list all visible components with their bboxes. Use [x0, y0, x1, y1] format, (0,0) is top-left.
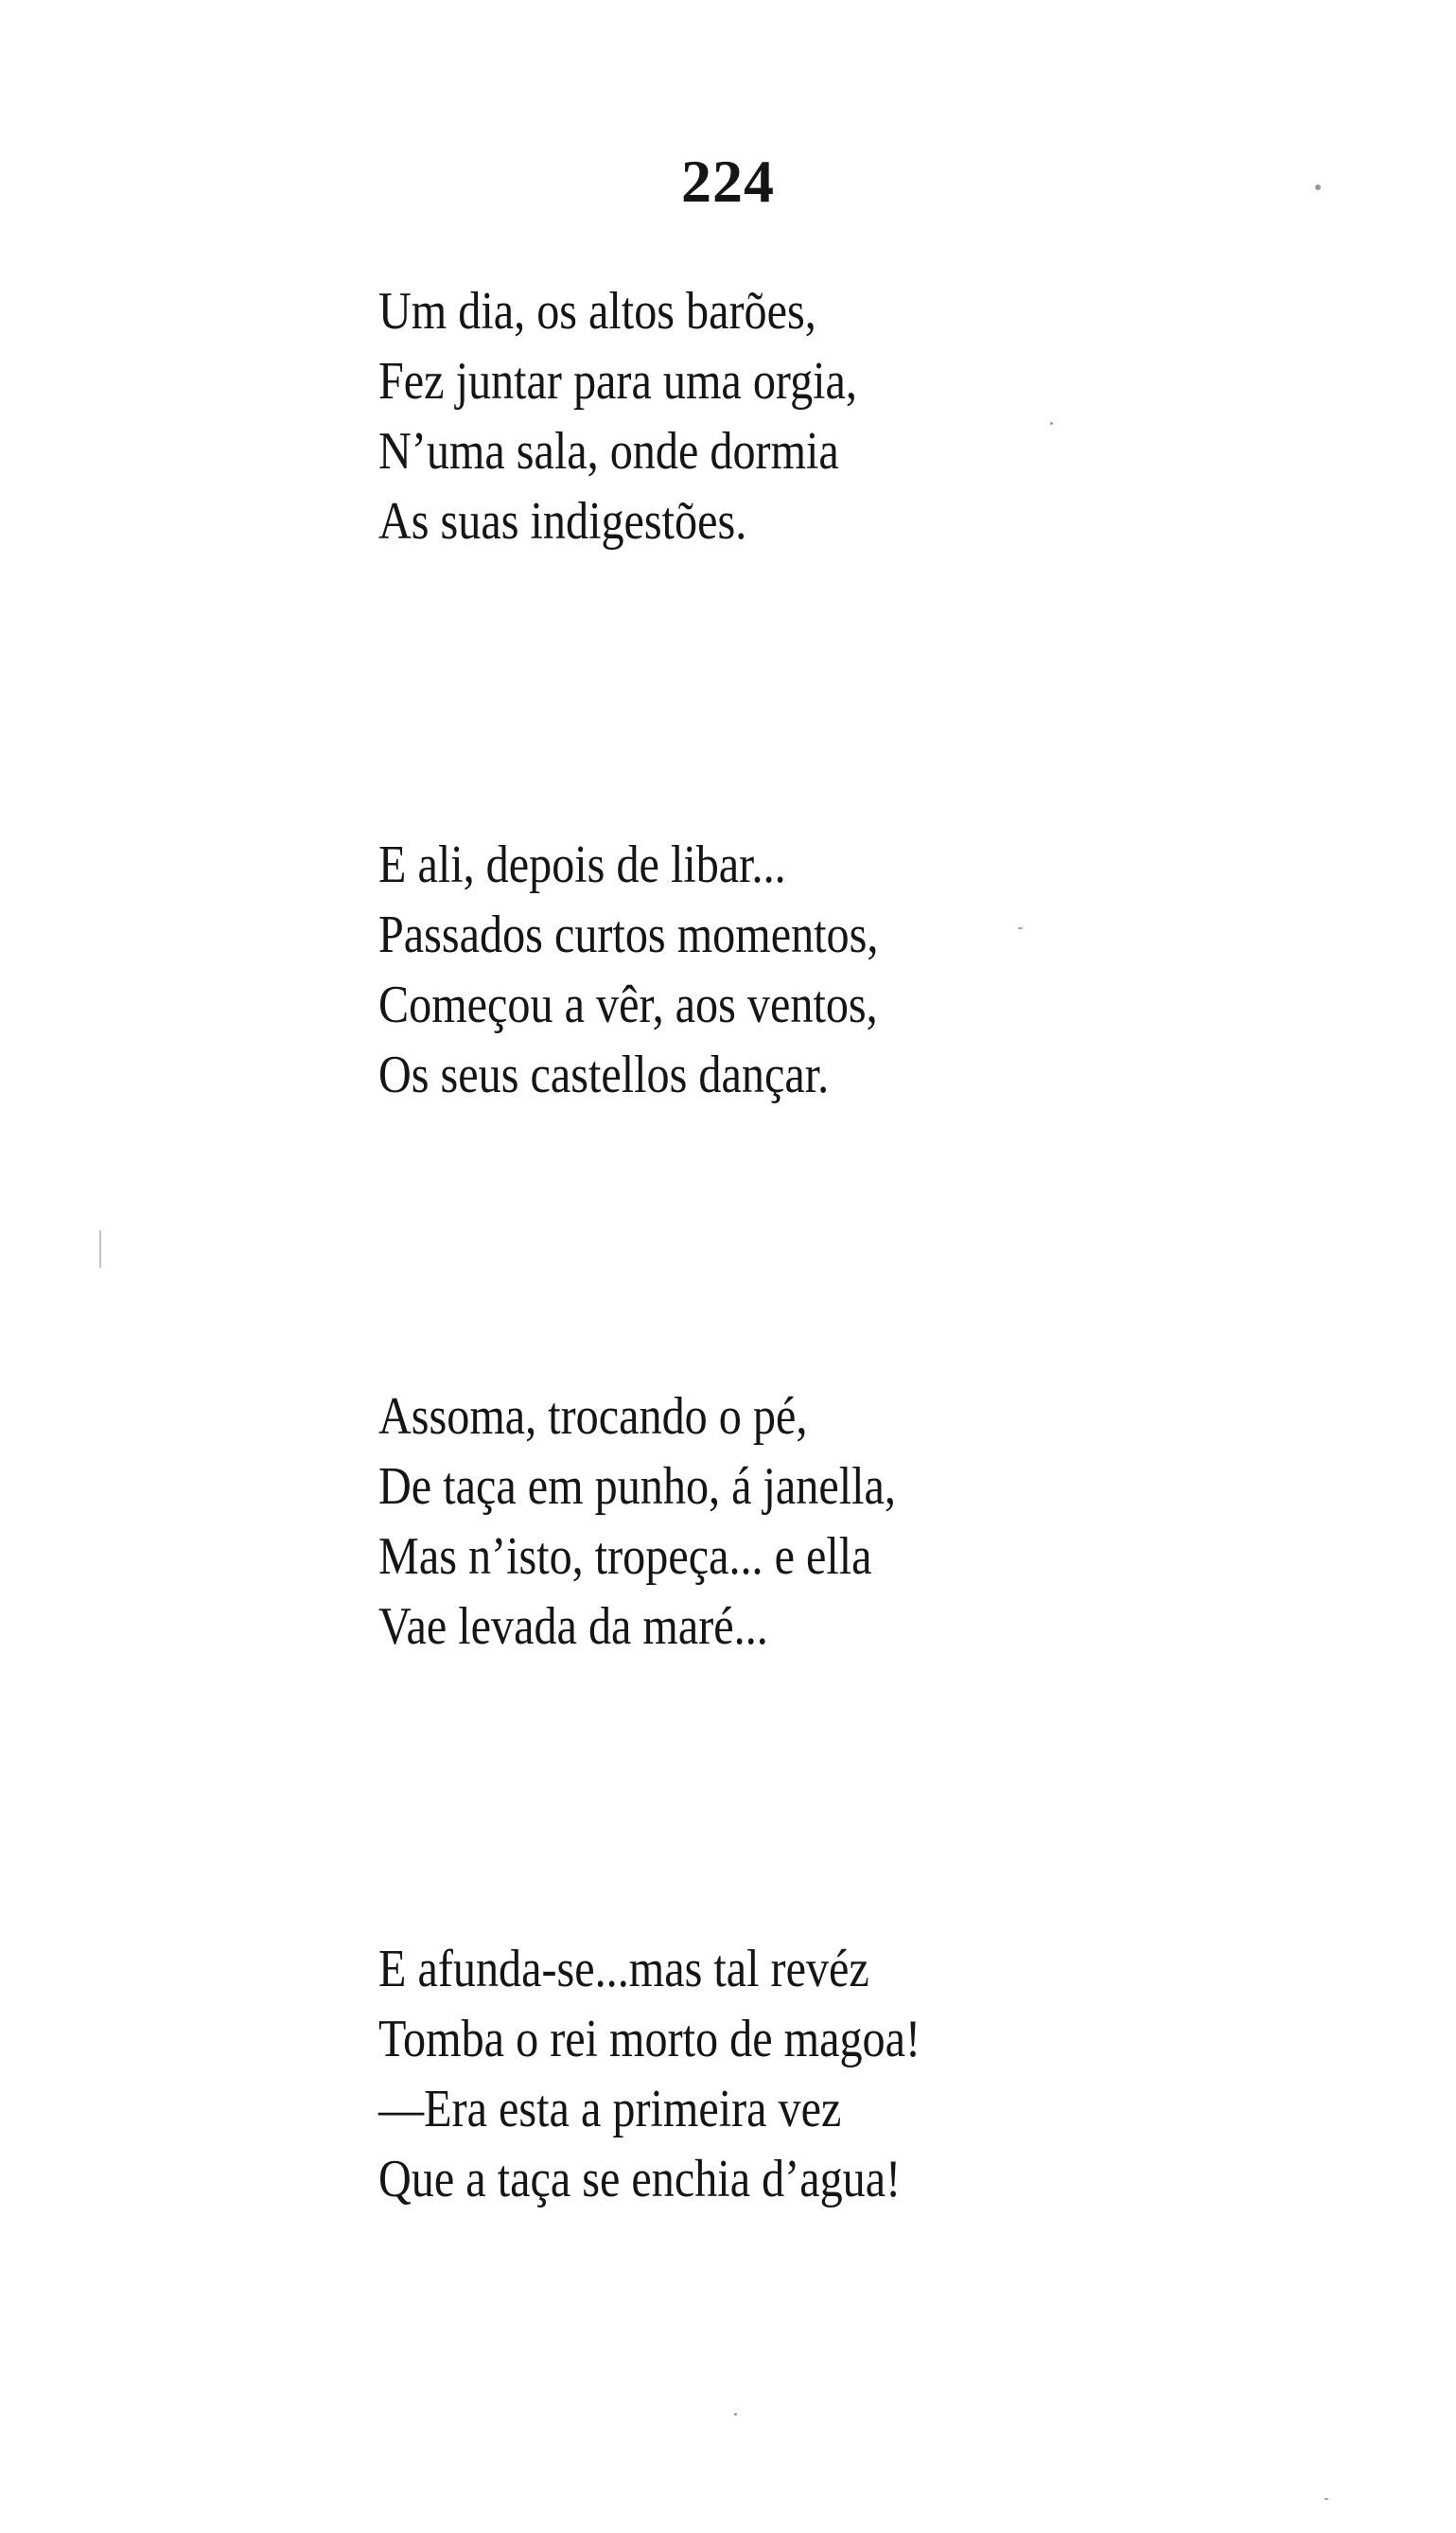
verse-line: De taça em punho, á janella, [378, 1457, 896, 1516]
verse-line: Começou a vêr, aos ventos, [378, 976, 878, 1034]
verse-line: Que a taça se enchia d’agua! [378, 2150, 902, 2208]
verse-line: N’uma sala, onde dormia [378, 422, 839, 481]
verse-line: Assoma, trocando o pé, [378, 1387, 808, 1446]
stanza-2 [378, 830, 1230, 1110]
stanza-4 [378, 1934, 1230, 2214]
verse-line: —Era esta a primeira vez [378, 2080, 842, 2138]
paper-speck [1018, 927, 1023, 929]
verse-line: Fez juntar para uma orgia, [378, 352, 857, 411]
stanza-3 [378, 1381, 1230, 1662]
stanza-1 [378, 276, 1230, 556]
paper-speck [1324, 2498, 1328, 2500]
verse-line: Um dia, os altos barões, [378, 282, 816, 341]
verse-line: Os seus castellos dançar. [378, 1046, 830, 1104]
verse-line: E afunda-se...mas tal revéz [378, 1940, 869, 1998]
paper-speck [99, 1230, 101, 1268]
verse-line: As suas indigestões. [378, 492, 747, 551]
verse-line: Mas n’isto, tropeça... e ella [378, 1527, 872, 1586]
verse-line: E ali, depois de libar... [378, 836, 786, 894]
page-number: 224 [681, 148, 775, 215]
paper-speck [734, 2413, 737, 2416]
verse-line: Vae levada da maré... [378, 1597, 768, 1656]
verse-line: Passados curtos momentos, [378, 906, 879, 964]
paper-speck [1050, 422, 1053, 425]
verse-line: Tomba o rei morto de magoa! [378, 2010, 921, 2068]
paper-speck [1315, 185, 1321, 190]
